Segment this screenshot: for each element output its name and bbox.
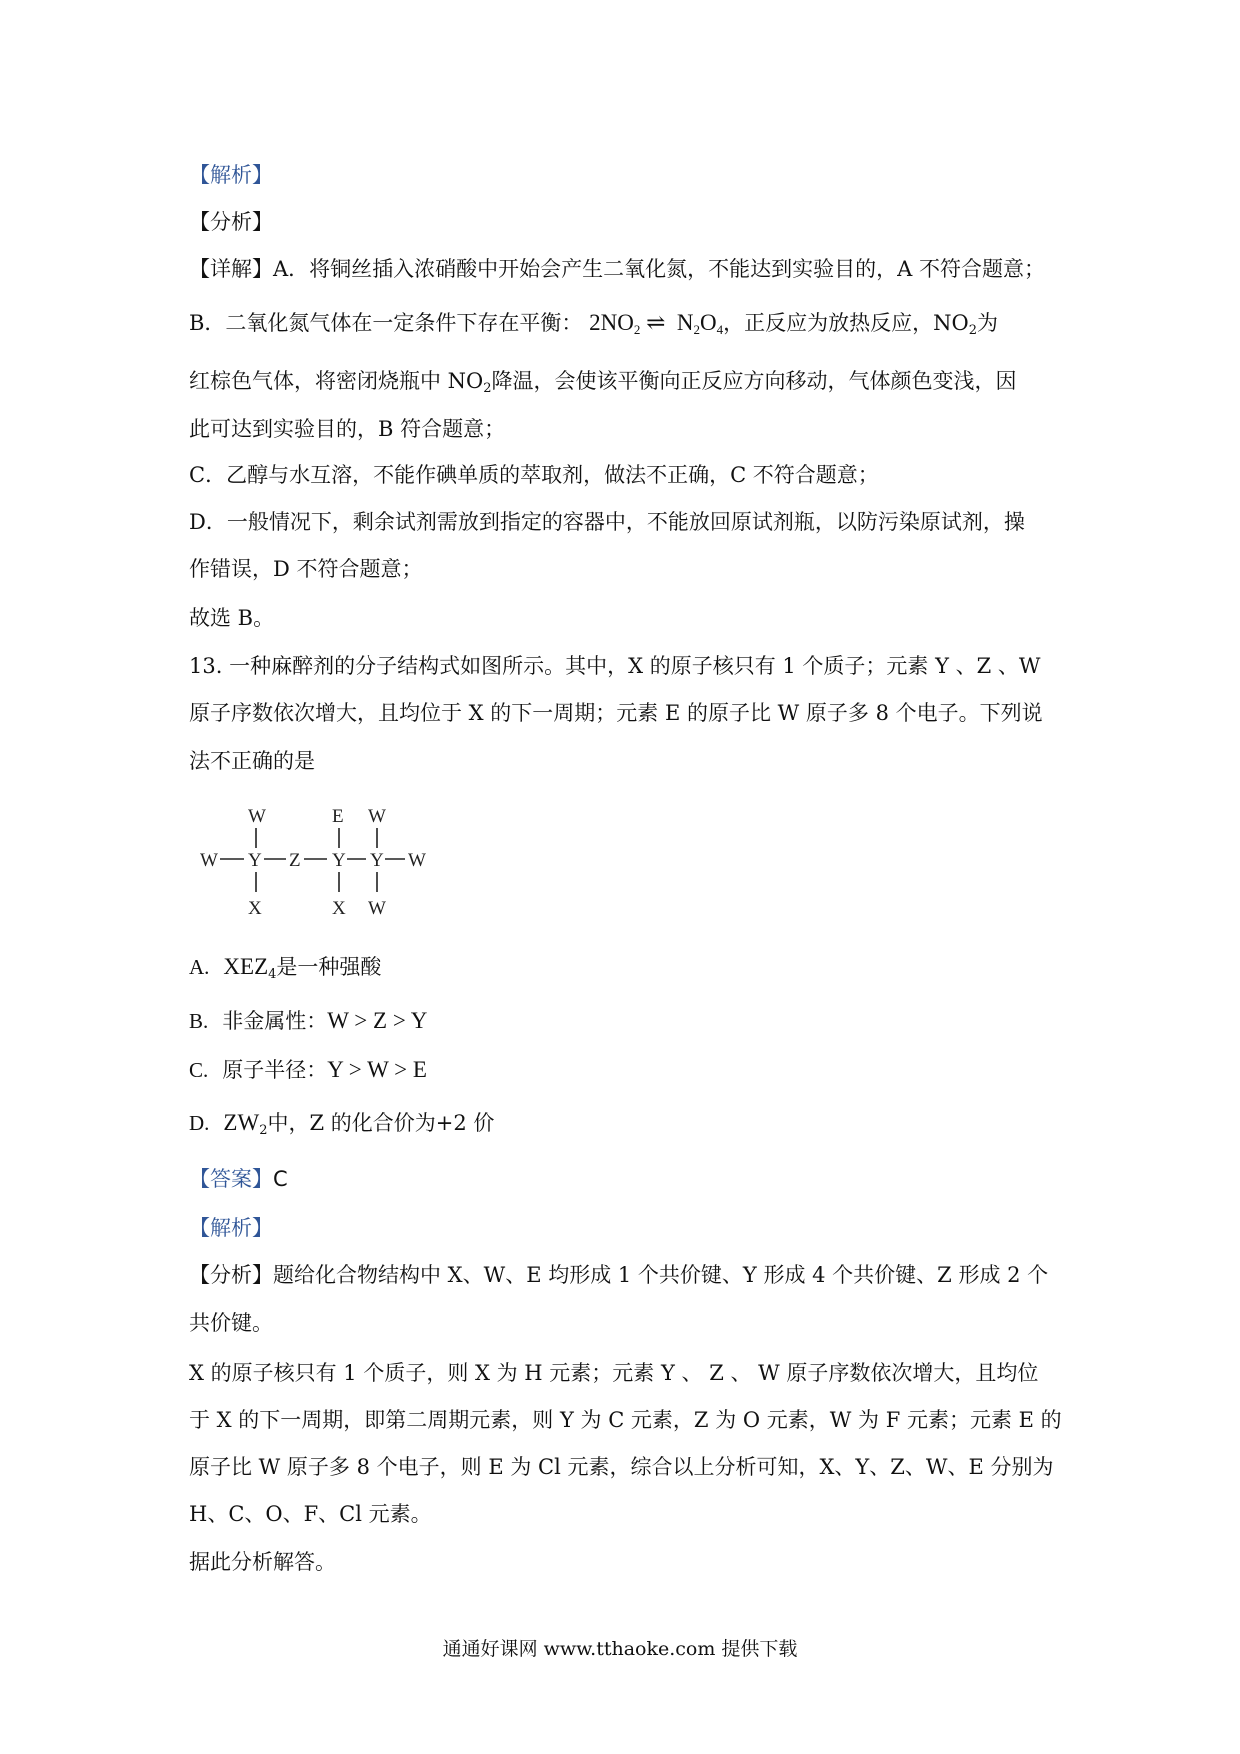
- section-tag-jiexi-2: 【解析】: [189, 1216, 273, 1240]
- eq-sub3: 4: [716, 322, 724, 337]
- atom-right-w: W: [408, 850, 426, 871]
- q13-answer-value: C: [273, 1167, 288, 1191]
- q12-b-suffix-sub: 2: [968, 323, 978, 338]
- option-a-sub: 4: [268, 967, 277, 982]
- option-d-letter: D.: [189, 1111, 210, 1135]
- q12-b-prefix: B．二氧化氮气体在一定条件下存在平衡：: [189, 311, 583, 335]
- q12-a-text: A．将铜丝插入浓硝酸中开始会产生二氧化氮，不能达到实验目的，A 不符合题意；: [273, 257, 1046, 281]
- q13-option-c: [189, 1055, 427, 1085]
- page-footer: 通通好课网 www.tthaoke.com 提供下载: [442, 1638, 798, 1660]
- q12-option-d-line1: D．一般情况下，剩余试剂需放到指定的容器中，不能放回原试剂瓶，以防污染原试剂，操: [189, 510, 1025, 534]
- eq-sub2: 2: [693, 322, 701, 337]
- option-b-text: 非金属性：: [222, 1009, 328, 1033]
- q13-para1-line4: H、C、O、F、Cl 元素。: [189, 1502, 432, 1526]
- option-c-text: 原子半径：: [222, 1058, 328, 1082]
- eq-sub1: 2: [633, 322, 641, 337]
- section-tag-jiexi: 【解析】: [189, 163, 273, 187]
- atom-top-w2: W: [368, 806, 386, 827]
- q12-conclusion: 故选 B。: [189, 606, 275, 630]
- q12-option-b-line3: 此可达到实验目的，B 符合题意；: [189, 417, 506, 441]
- q13-option-b: [189, 1006, 427, 1036]
- q12-option-b-line2: [189, 366, 1017, 404]
- atom-left-w: W: [200, 850, 218, 871]
- q13-para1-line3: 原子比 W 原子多 8 个电子，则 E 为 Cl 元素，综合以上分析可知，X、Y、Z、W、E 分别为: [189, 1455, 1054, 1479]
- atom-bot-w: W: [368, 898, 386, 919]
- equilibrium-equation: [589, 310, 723, 335]
- atom-y1: Y: [248, 850, 262, 871]
- section-tag-xiangjie: 【详解】: [189, 257, 273, 281]
- q12-option-c: C．乙醇与水互溶，不能作碘单质的萃取剂，做法不正确，C 不符合题意；: [189, 463, 879, 487]
- q13-analysis-line2: 共价键。: [189, 1311, 273, 1335]
- q13-para2: 据此分析解答。: [189, 1550, 336, 1574]
- section-tag-fenxi-2: 【分析】: [189, 1263, 273, 1287]
- option-b-letter: B.: [189, 1009, 209, 1033]
- q13-option-a: [189, 952, 381, 990]
- q12-b-line2-b: 降温，会使该平衡向正反应方向移动，气体颜色变浅，因: [491, 369, 1017, 393]
- q13-stem-line2: 原子序数依次增大，且均位于 X 的下一周期；元素 E 的原子比 W 原子多 8 个电子。下列说: [189, 701, 1043, 725]
- option-a-formula: XEZ: [223, 954, 269, 979]
- option-c-formula: Y > W > E: [327, 1057, 427, 1082]
- q12-b-line2-sub: 2: [483, 381, 492, 396]
- q13-answer-line: [189, 1164, 288, 1194]
- eq-right: N: [676, 310, 694, 335]
- equilibrium-arrow-icon: ⇌: [646, 310, 666, 335]
- option-d-formula: ZW: [223, 1110, 260, 1135]
- option-a-letter: A.: [189, 955, 210, 979]
- eq-right2: O: [700, 310, 717, 335]
- option-b-formula: W > Z > Y: [327, 1008, 428, 1033]
- q12-b-line2-a: 红棕色气体，将密闭烧瓶中 NO: [189, 369, 484, 393]
- section-tag-daan: 【答案】: [189, 1167, 273, 1191]
- q13-analysis-line1: [189, 1260, 1048, 1290]
- option-d-text: 中，Z 的化合价为+2 价: [267, 1111, 495, 1135]
- q12-b-suffix-a: ，正反应为放热反应，NO: [723, 311, 969, 335]
- q12-option-b-line1: [189, 308, 998, 346]
- atom-bot-x1: X: [248, 898, 262, 919]
- q13-stem-line3: 法不正确的是: [189, 749, 315, 773]
- option-c-letter: C.: [189, 1058, 209, 1082]
- atom-y3: Y: [370, 850, 384, 871]
- option-a-text: 是一种强酸: [276, 955, 382, 979]
- atom-top-w1: W: [248, 806, 266, 827]
- atom-z: Z: [289, 850, 301, 871]
- atom-bot-x2: X: [332, 898, 346, 919]
- q12-option-d-line2: 作错误，D 不符合题意；: [189, 557, 423, 581]
- atom-y2: Y: [332, 850, 346, 871]
- q12-detail-a: [189, 254, 1045, 284]
- q13-analysis-text1: 题给化合物结构中 X、W、E 均形成 1 个共价键、Y 形成 4 个共价键、Z 形成 2 个: [273, 1263, 1049, 1287]
- q13-stem-line1: 13. 一种麻醉剂的分子结构式如图所示。其中，X 的原子核只有 1 个质子；元素 Y 、Z 、W: [189, 654, 1041, 678]
- option-d-sub: 2: [259, 1123, 268, 1138]
- q12-b-suffix-b: 为: [977, 311, 999, 335]
- molecular-structure-diagram: [196, 806, 436, 924]
- eq-left: 2NO: [589, 310, 634, 335]
- section-tag-fenxi: 【分析】: [189, 210, 273, 234]
- q13-para1-line2: 于 X 的下一周期，即第二周期元素，则 Y 为 C 元素，Z 为 O 元素，W 为 F 元素；元素 E 的: [189, 1408, 1062, 1432]
- q13-para1-line1: X 的原子核只有 1 个质子，则 X 为 H 元素；元素 Y 、 Z 、 W 原子序数依次增大，且均位: [189, 1361, 1039, 1385]
- q13-option-d: [189, 1108, 494, 1146]
- atom-top-e: E: [332, 806, 344, 827]
